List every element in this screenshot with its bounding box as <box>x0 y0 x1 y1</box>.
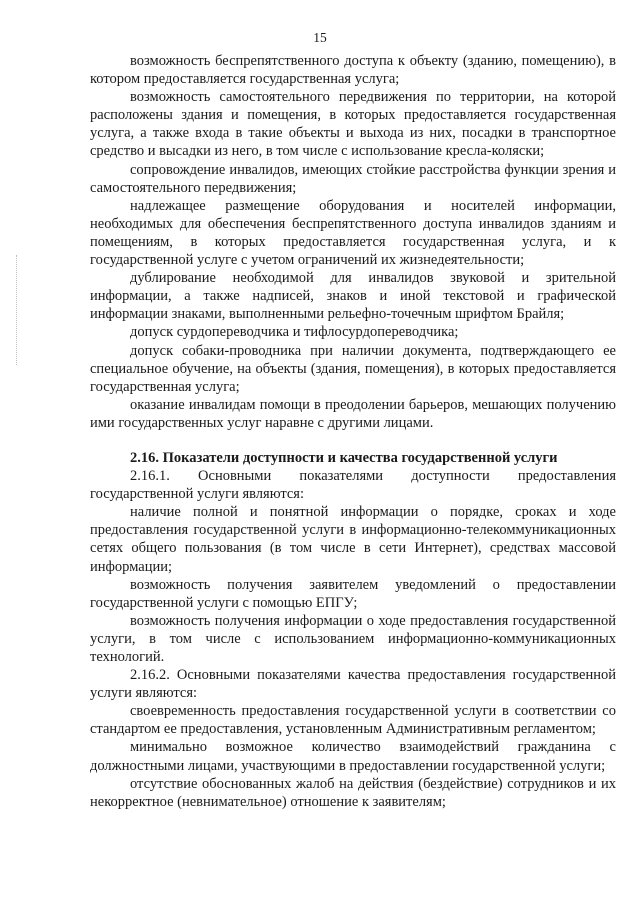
paragraph: возможность беспрепятственного доступа к объекту (зданию, помещению), в котором предоставляется государственная услуга; <box>90 53 616 88</box>
paragraph: минимально возможное количество взаимодействий гражданина с должностными лицами, участвующими в предоставлении государственной услуги; <box>90 739 616 774</box>
section-heading: 2.16. Показатели доступности и качества государственной услуги <box>130 449 558 466</box>
paragraph: допуск собаки-проводника при наличии документа, подтверждающего ее специальное обучение, на объекты (здания, помещения), в которых предоставляется государственная услуга; <box>90 342 616 395</box>
paragraph: 2.16.1. Основными показателями доступности предоставления государственной услуги являются: <box>90 468 616 503</box>
paragraph: допуск сурдопереводчика и тифлосурдопереводчика; <box>130 324 459 341</box>
paragraph: наличие полной и понятной информации о порядке, сроках и ходе предоставления государственной услуги в информационно-телекоммуникационных сетях общего пользования (в том числе в сети Интернет), средствах массовой информации; <box>90 504 616 575</box>
paragraph: надлежащее размещение оборудования и носителей информации, необходимых для обеспечения беспрепятственного доступа инвалидов зданиям и помещениям, в которых предоставляется государственная услуга, и к государственной услуге с учетом ограничений их жизнедеятельности; <box>90 197 616 269</box>
paragraph: дублирование необходимой для инвалидов звуковой и зрительной информации, а также надписей, знаков и иной текстовой и графической информации знаками, выполненными рельефно-точечным шрифтом Брайля; <box>90 270 616 323</box>
paragraph: оказание инвалидам помощи в преодолении барьеров, мешающих получению ими государственных услуг наравне с другими лицами. <box>90 396 616 431</box>
paragraph: сопровождение инвалидов, имеющих стойкие расстройства функции зрения и самостоятельного передвижения; <box>90 161 616 196</box>
paragraph: отсутствие обоснованных жалоб на действия (бездействие) сотрудников и их некорректное (невнимательное) отношение к заявителям; <box>90 775 616 810</box>
paragraph: своевременность предоставления государственной услуги в соответствии со стандартом ее предоставления, установленным Административным регламентом; <box>90 703 616 738</box>
scan-margin-mark <box>16 255 19 365</box>
document-body <box>90 52 616 811</box>
paragraph: возможность самостоятельного передвижения по территории, на которой расположены здания и помещения, в которых предоставляется государственная услуга, а также входа в такие объекты и выхода из них, посадки в транспортное средство и высадки из него, в том числе с использование кресла-коляски; <box>90 89 616 160</box>
page-number: 15 <box>313 30 327 45</box>
paragraph: 2.16.2. Основными показателями качества предоставления государственной услуги являются: <box>90 667 616 702</box>
paragraph: возможность получения информации о ходе предоставления государственной услуги, в том числе с использованием информационно-коммуникационных технологий. <box>90 612 616 665</box>
paragraph: возможность получения заявителем уведомлений о предоставлении государственной услуги с помощью ЕПГУ; <box>90 576 616 611</box>
